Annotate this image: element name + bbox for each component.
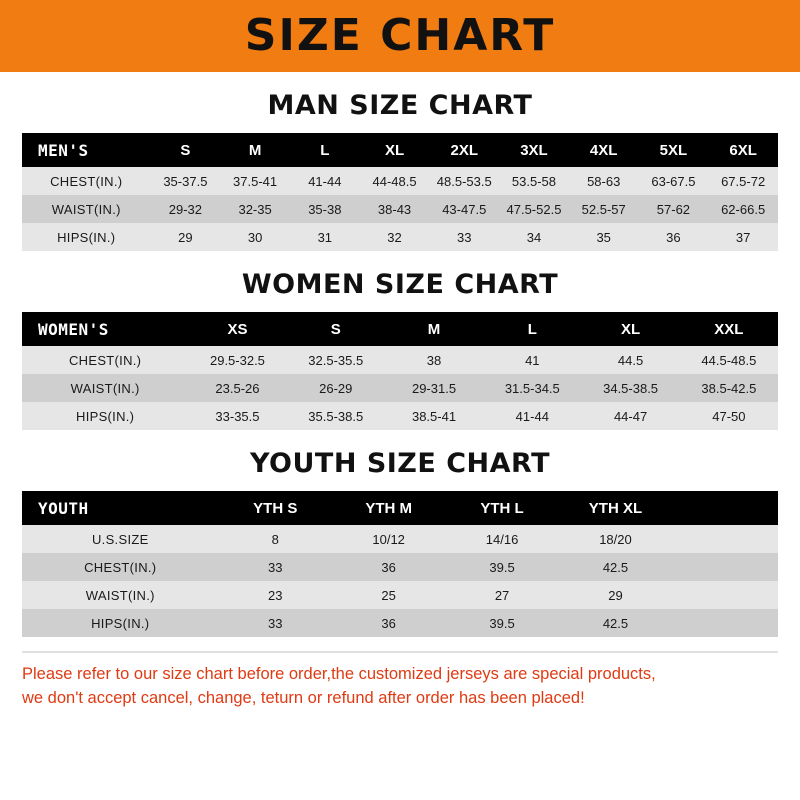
cell: 33 [268, 559, 283, 575]
cell: 47-50 [712, 408, 746, 424]
cell-spacer [672, 553, 778, 581]
row-label-chest: CHEST(IN.) [68, 352, 142, 368]
cell: 38.5-42.5 [701, 380, 757, 396]
header-cell-yth-m: YTH M [365, 499, 412, 517]
header-cell-xxl: XXL [714, 320, 744, 338]
header-cell-4xl: 4XL [589, 141, 618, 159]
cell: 29 [178, 229, 193, 245]
cell: 29.5-32.5 [209, 352, 265, 368]
cell: 41 [525, 352, 540, 368]
header-cell-yth-l: YTH L [480, 499, 524, 517]
section-men [0, 90, 800, 251]
row-label-waist: WAIST(IN.) [70, 380, 140, 396]
header-cell-m: M [248, 141, 262, 159]
section-title-women: WOMEN SIZE CHART [241, 269, 559, 300]
cell: 34 [526, 229, 542, 245]
header-cell-s: S [180, 141, 191, 159]
cell: 58-63 [587, 173, 621, 189]
youth-size-table [22, 491, 778, 637]
cell: 41-44 [308, 173, 342, 189]
cell: 27 [494, 587, 510, 603]
cell: 29 [608, 587, 623, 603]
cell: 67.5-72 [721, 173, 766, 189]
cell: 35 [596, 229, 611, 245]
cell: 41-44 [515, 408, 549, 424]
cell: 30 [247, 229, 263, 245]
table-row [22, 346, 778, 374]
section-title-men: MAN SIZE CHART [267, 90, 533, 121]
table-row [22, 195, 778, 223]
cell: 35.5-38.5 [308, 408, 364, 424]
cell: 31 [317, 229, 333, 245]
header-banner [0, 0, 800, 72]
women-size-table [22, 312, 778, 430]
cell: 37 [735, 229, 751, 245]
header-cell-s: S [330, 320, 341, 338]
cell: 32 [387, 229, 402, 245]
cell: 25 [381, 587, 396, 603]
row-label-hips: HIPS(IN.) [76, 408, 135, 424]
cell: 32-35 [238, 201, 272, 217]
row-label-waist: WAIST(IN.) [85, 587, 155, 603]
cell-spacer [672, 525, 778, 553]
row-label-hips: HIPS(IN.) [91, 615, 150, 631]
cell: 10/12 [372, 531, 405, 547]
header-cell-l: L [527, 320, 537, 338]
policy-note-line-2: we don't accept cancel, change, teturn or refund after order has been placed! [22, 688, 585, 707]
table-header-row [22, 133, 778, 167]
header-cell-yth-xl: YTH XL [588, 499, 643, 517]
table-header-row [22, 312, 778, 346]
table-row [22, 525, 778, 553]
header-cell-xl: XL [620, 320, 641, 338]
men-size-table [22, 133, 778, 251]
cell-spacer [672, 581, 778, 609]
cell: 36 [381, 559, 396, 575]
cell: 38.5-41 [411, 408, 457, 424]
header-cell-label: MEN'S [38, 140, 89, 160]
cell: 26-29 [319, 380, 353, 396]
policy-note-line-1: Please refer to our size chart before order,the customized jerseys are special products, [22, 665, 656, 683]
row-label-chest: CHEST(IN.) [50, 173, 123, 189]
cell: 32.5-35.5 [308, 352, 364, 368]
table-row [22, 553, 778, 581]
cell: 48.5-53.5 [436, 173, 492, 189]
cell: 62-66.5 [721, 201, 766, 217]
header-cell-label: WOMEN'S [38, 319, 109, 339]
cell: 38-43 [377, 201, 412, 217]
cell: 38 [426, 352, 442, 368]
table-row [22, 374, 778, 402]
cell: 44.5-48.5 [701, 352, 757, 368]
header-cell-xl: XL [384, 141, 405, 159]
row-label-hips: HIPS(IN.) [57, 229, 116, 245]
page-title: SIZE CHART [244, 10, 556, 61]
table-row [22, 402, 778, 430]
cell: 23 [268, 587, 283, 603]
table-row [22, 223, 778, 251]
cell: 53.5-58 [511, 173, 557, 189]
row-label-waist: WAIST(IN.) [51, 201, 121, 217]
cell: 8 [271, 531, 279, 547]
cell: 33-35.5 [215, 408, 260, 424]
cell: 33 [457, 229, 472, 245]
cell: 34.5-38.5 [603, 380, 659, 396]
cell: 35-38 [308, 201, 342, 217]
header-cell-xs: XS [227, 320, 248, 338]
header-cell-5xl: 5XL [659, 141, 688, 159]
cell: 35-37.5 [163, 173, 208, 189]
cell: 63-67.5 [651, 173, 696, 189]
header-cell-3xl: 3XL [520, 141, 548, 159]
row-label-chest: CHEST(IN.) [84, 559, 157, 575]
policy-note [22, 651, 778, 711]
table-header-row [22, 491, 778, 525]
cell: 47.5-52.5 [506, 201, 562, 217]
header-cell-m: M [427, 320, 441, 338]
cell: 39.5 [489, 615, 515, 631]
cell: 37.5-41 [233, 173, 278, 189]
cell: 31.5-34.5 [504, 380, 560, 396]
section-title-youth: YOUTH SIZE CHART [249, 448, 551, 479]
cell: 29-32 [168, 201, 202, 217]
cell: 44-48.5 [372, 173, 417, 189]
header-cell-spacer [672, 491, 778, 525]
cell: 33 [268, 615, 283, 631]
cell: 57-62 [656, 201, 691, 217]
header-cell-l: L [320, 141, 330, 159]
header-cell-6xl: 6XL [729, 141, 757, 159]
header-cell-label: YOUTH [38, 498, 89, 518]
cell: 29-31.5 [411, 380, 457, 396]
section-youth [0, 448, 800, 637]
cell: 44-47 [613, 408, 648, 424]
row-label-us-size: U.S.SIZE [91, 531, 149, 547]
table-row [22, 609, 778, 637]
cell: 36 [666, 229, 681, 245]
cell: 18/20 [599, 531, 632, 547]
cell: 44.5 [617, 352, 644, 368]
cell: 14/16 [485, 531, 519, 547]
cell: 43-47.5 [442, 201, 487, 217]
cell: 52.5-57 [581, 201, 626, 217]
header-cell-yth-s: YTH S [253, 499, 298, 517]
cell: 23.5-26 [215, 380, 260, 396]
cell: 42.5 [602, 615, 629, 631]
cell: 36 [381, 615, 396, 631]
section-women [0, 269, 800, 430]
cell: 39.5 [489, 559, 515, 575]
header-cell-2xl: 2XL [450, 141, 478, 159]
cell: 42.5 [602, 559, 629, 575]
table-row [22, 581, 778, 609]
table-row [22, 167, 778, 195]
cell-spacer [672, 609, 778, 637]
